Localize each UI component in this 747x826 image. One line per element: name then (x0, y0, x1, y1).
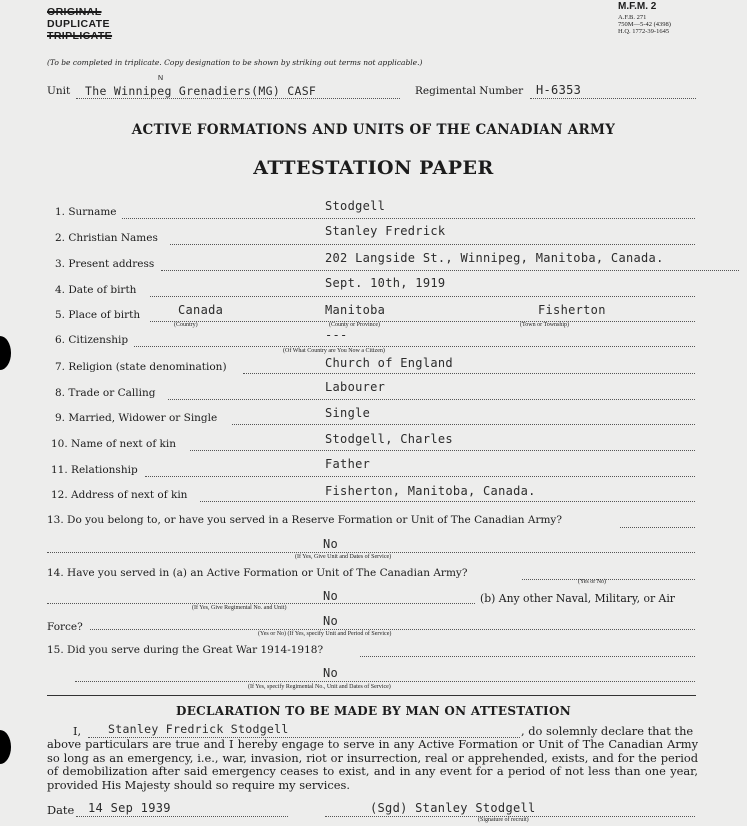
declaration-i: I, (73, 724, 82, 738)
next-of-kin-value: Stodgell, Charles (325, 432, 453, 446)
place-of-birth-town: Fisherton (538, 303, 606, 317)
marital-status-label: 9. Married, Widower or Single (55, 412, 218, 424)
present-address-value: 202 Langside St., Winnipeg, Manitoba, Canada. (325, 251, 664, 265)
form-ref-1: A.F.B. 271 (618, 14, 647, 21)
trade-label: 8. Trade or Calling (55, 387, 156, 399)
declaration-text-1: , do solemnly declare that the (521, 724, 694, 738)
place-of-birth-country: Canada (178, 303, 224, 317)
title-formations: ACTIVE FORMATIONS AND UNITS OF THE CANADIAN ARMY (131, 122, 616, 138)
page-title: ATTESTATION PAPER (253, 157, 494, 179)
regimental-number-value: H-6353 (536, 83, 582, 97)
instruction-note: (To be completed in triplicate. Copy designation to be shown by striking out terms not applicable.) (47, 58, 423, 67)
christian-names-value: Stanley Fredrick (325, 224, 446, 238)
copy-duplicate: DUPLICATE (47, 18, 110, 30)
citizenship-value: --- (325, 328, 348, 342)
religion-label: 7. Religion (state denomination) (55, 361, 227, 373)
town-caption: (Town or Township) (520, 322, 570, 328)
force-label: Force? (47, 621, 83, 633)
form-ref-3: H.Q. 1772-39-1645 (618, 28, 670, 35)
question-14-value: No (323, 589, 339, 603)
present-address-label: 3. Present address (55, 258, 155, 270)
question-13: 13. Do you belong to, or have you served in a Reserve Formation or Unit of The Canadian Army? (47, 514, 562, 526)
question-14-caption: (If Yes, Give Regimental No. and Unit) (192, 605, 287, 611)
question-15-caption: (If Yes, specify Regimental No., Unit and Dates of Service) (248, 684, 391, 690)
signature-value: (Sgd) Stanley Stodgell (370, 801, 536, 815)
copy-triplicate: TRIPLICATE (47, 30, 113, 42)
declaration-heading: DECLARATION TO BE MADE BY MAN ON ATTESTATION (176, 704, 571, 718)
christian-names-label: 2. Christian Names (55, 232, 158, 244)
punch-hole (0, 336, 11, 370)
question-14: 14. Have you served in (a) an Active Formation or Unit of The Canadian Army? (47, 567, 468, 579)
next-of-kin-label: 10. Name of next of kin (51, 438, 177, 450)
signature-caption: (Signature of recruit) (478, 817, 529, 823)
form-code: M.F.M. 2 (618, 1, 657, 12)
country-caption: (Country) (174, 322, 198, 328)
declarant-name: Stanley Fredrick Stodgell (108, 722, 289, 736)
punch-hole (0, 730, 11, 764)
citizenship-label: 6. Citizenship (55, 334, 129, 346)
place-of-birth-label: 5. Place of birth (55, 309, 141, 321)
declaration-text-2: above particulars are true and I hereby engage to serve in any Active Formation or Unit of The Canadian Army so long as an emergency, i.e., war, invasion, riot or insurrection, real or apprehended, exists, and for the period of demobilization after said emergency ceases to exist, and in any event for a period of not less than one year, provided His Majesty should so require my services. (47, 737, 698, 792)
marital-status-value: Single (325, 406, 371, 420)
date-of-birth-value: Sept. 10th, 1919 (325, 276, 446, 290)
religion-value: Church of England (325, 356, 453, 370)
relationship-value: Father (325, 457, 371, 471)
question-15: 15. Did you serve during the Great War 1914-1918? (47, 644, 324, 656)
trade-value: Labourer (325, 380, 386, 394)
citizenship-caption: (Of What Country are You Now a Citizen) (283, 348, 385, 354)
place-of-birth-province: Manitoba (325, 303, 386, 317)
question-13-caption: (If Yes, Give Unit and Dates of Service) (295, 554, 392, 560)
date-label: Date (47, 803, 75, 817)
relationship-label: 11. Relationship (51, 464, 138, 476)
regimental-number-label: Regimental Number (415, 85, 524, 97)
form-ref-2: 750M—5-42 (4398) (618, 21, 671, 28)
date-value: 14 Sep 1939 (88, 801, 171, 815)
province-caption: (County or Province) (329, 322, 380, 328)
question-14-yesno-caption: (Yes or No) (578, 579, 607, 585)
surname-label: 1. Surname (55, 206, 117, 218)
unit-correction: N (158, 75, 164, 82)
next-of-kin-address-value: Fisherton, Manitoba, Canada. (325, 484, 536, 498)
unit-label: Unit (47, 85, 71, 97)
question-14b: (b) Any other Naval, Military, or Air (480, 592, 675, 605)
next-of-kin-address-label: 12. Address of next of kin (51, 489, 188, 501)
copy-original: ORIGINAL (47, 6, 102, 18)
force-value: No (323, 614, 339, 628)
date-of-birth-label: 4. Date of birth (55, 284, 137, 296)
force-caption: (Yes or No) (If Yes, specify Unit and Period of Service) (258, 631, 392, 637)
question-15-value: No (323, 666, 339, 680)
surname-value: Stodgell (325, 199, 386, 213)
question-13-value: No (323, 537, 339, 551)
unit-value: The Winnipeg Grenadiers(MG) CASF (85, 84, 317, 98)
